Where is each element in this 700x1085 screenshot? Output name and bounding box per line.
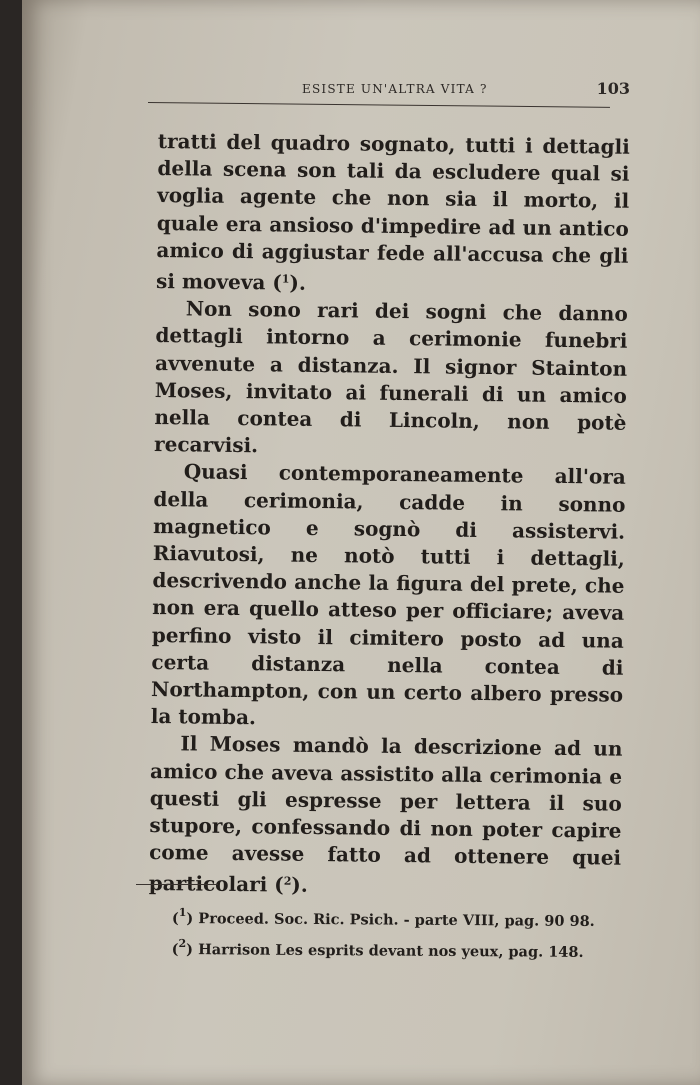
paragraph-1-text: tratti del quadro sognato, tutti i dettagli della scena son tali da escludere qual si voglia agente che non sia il morto, il quale era ansioso d'impedire ad un antico amico di aggiustar fede all'accusa che gli si moveva (	[155, 128, 630, 295]
footnote-2-text: Harrison Les esprits devant nos yeux, pag. 148.	[198, 941, 584, 961]
footnote-2: ($^2$) Harrison Les esprits devant nos yeux, pag. 148.	[171, 937, 584, 961]
footnote-2-marker: 2	[178, 937, 187, 951]
paragraph-3: Quasi contemporaneamente all'ora della cerimonia, cadde in sonno magnetico e sognò di assistervi. Riavutosi, ne notò tutti i dettagli, descrivendo anche la figura del prete, che non era quello atteso per officiare; aveva perfino visto il cimitero posto ad una certa distanza nella contea di Northampton, con un certo albero presso la tomba.	[150, 459, 626, 730]
footnote-ref-2: 2	[283, 875, 292, 889]
page-number: 103	[596, 79, 630, 98]
paragraph-4-text: Il Moses mandò la descrizione ad un amico che aveva assistito alla cerimonia e questi gli espresse per lettera il suo stupore, confessando di non poter capire come avesse fatto ad ottenere quei particolari (	[148, 731, 623, 898]
footnote-ref-1: 1	[281, 272, 290, 286]
paragraph-4	[149, 730, 623, 903]
book-page	[22, 0, 700, 1085]
footnote-rule	[136, 884, 218, 885]
paragraph-1	[156, 128, 630, 301]
footnote-1-marker: 1	[178, 906, 187, 920]
footnote-1-text: Proceed. Soc. Ric. Psich. - parte VIII, pag. 90 98.	[198, 910, 595, 930]
body-text	[149, 128, 630, 903]
page-header	[170, 78, 630, 104]
running-title: ESISTE UN'ALTRA VITA ?	[302, 82, 488, 96]
paragraph-1-end: ).	[289, 270, 307, 295]
paragraph-2: Non sono rari dei sogni che danno dettagli intorno a cerimonie funebri avvenute a distanza. Il signor Stainton Moses, invitato ai funerali di un amico nella contea di Lincoln, non potè recarvisi.	[153, 296, 628, 458]
footnotes	[172, 900, 642, 965]
footnote-1: ($^1$) Proceed. Soc. Ric. Psich. - parte VIII, pag. 90 98.	[171, 906, 595, 930]
paragraph-4-end: ).	[291, 873, 308, 898]
